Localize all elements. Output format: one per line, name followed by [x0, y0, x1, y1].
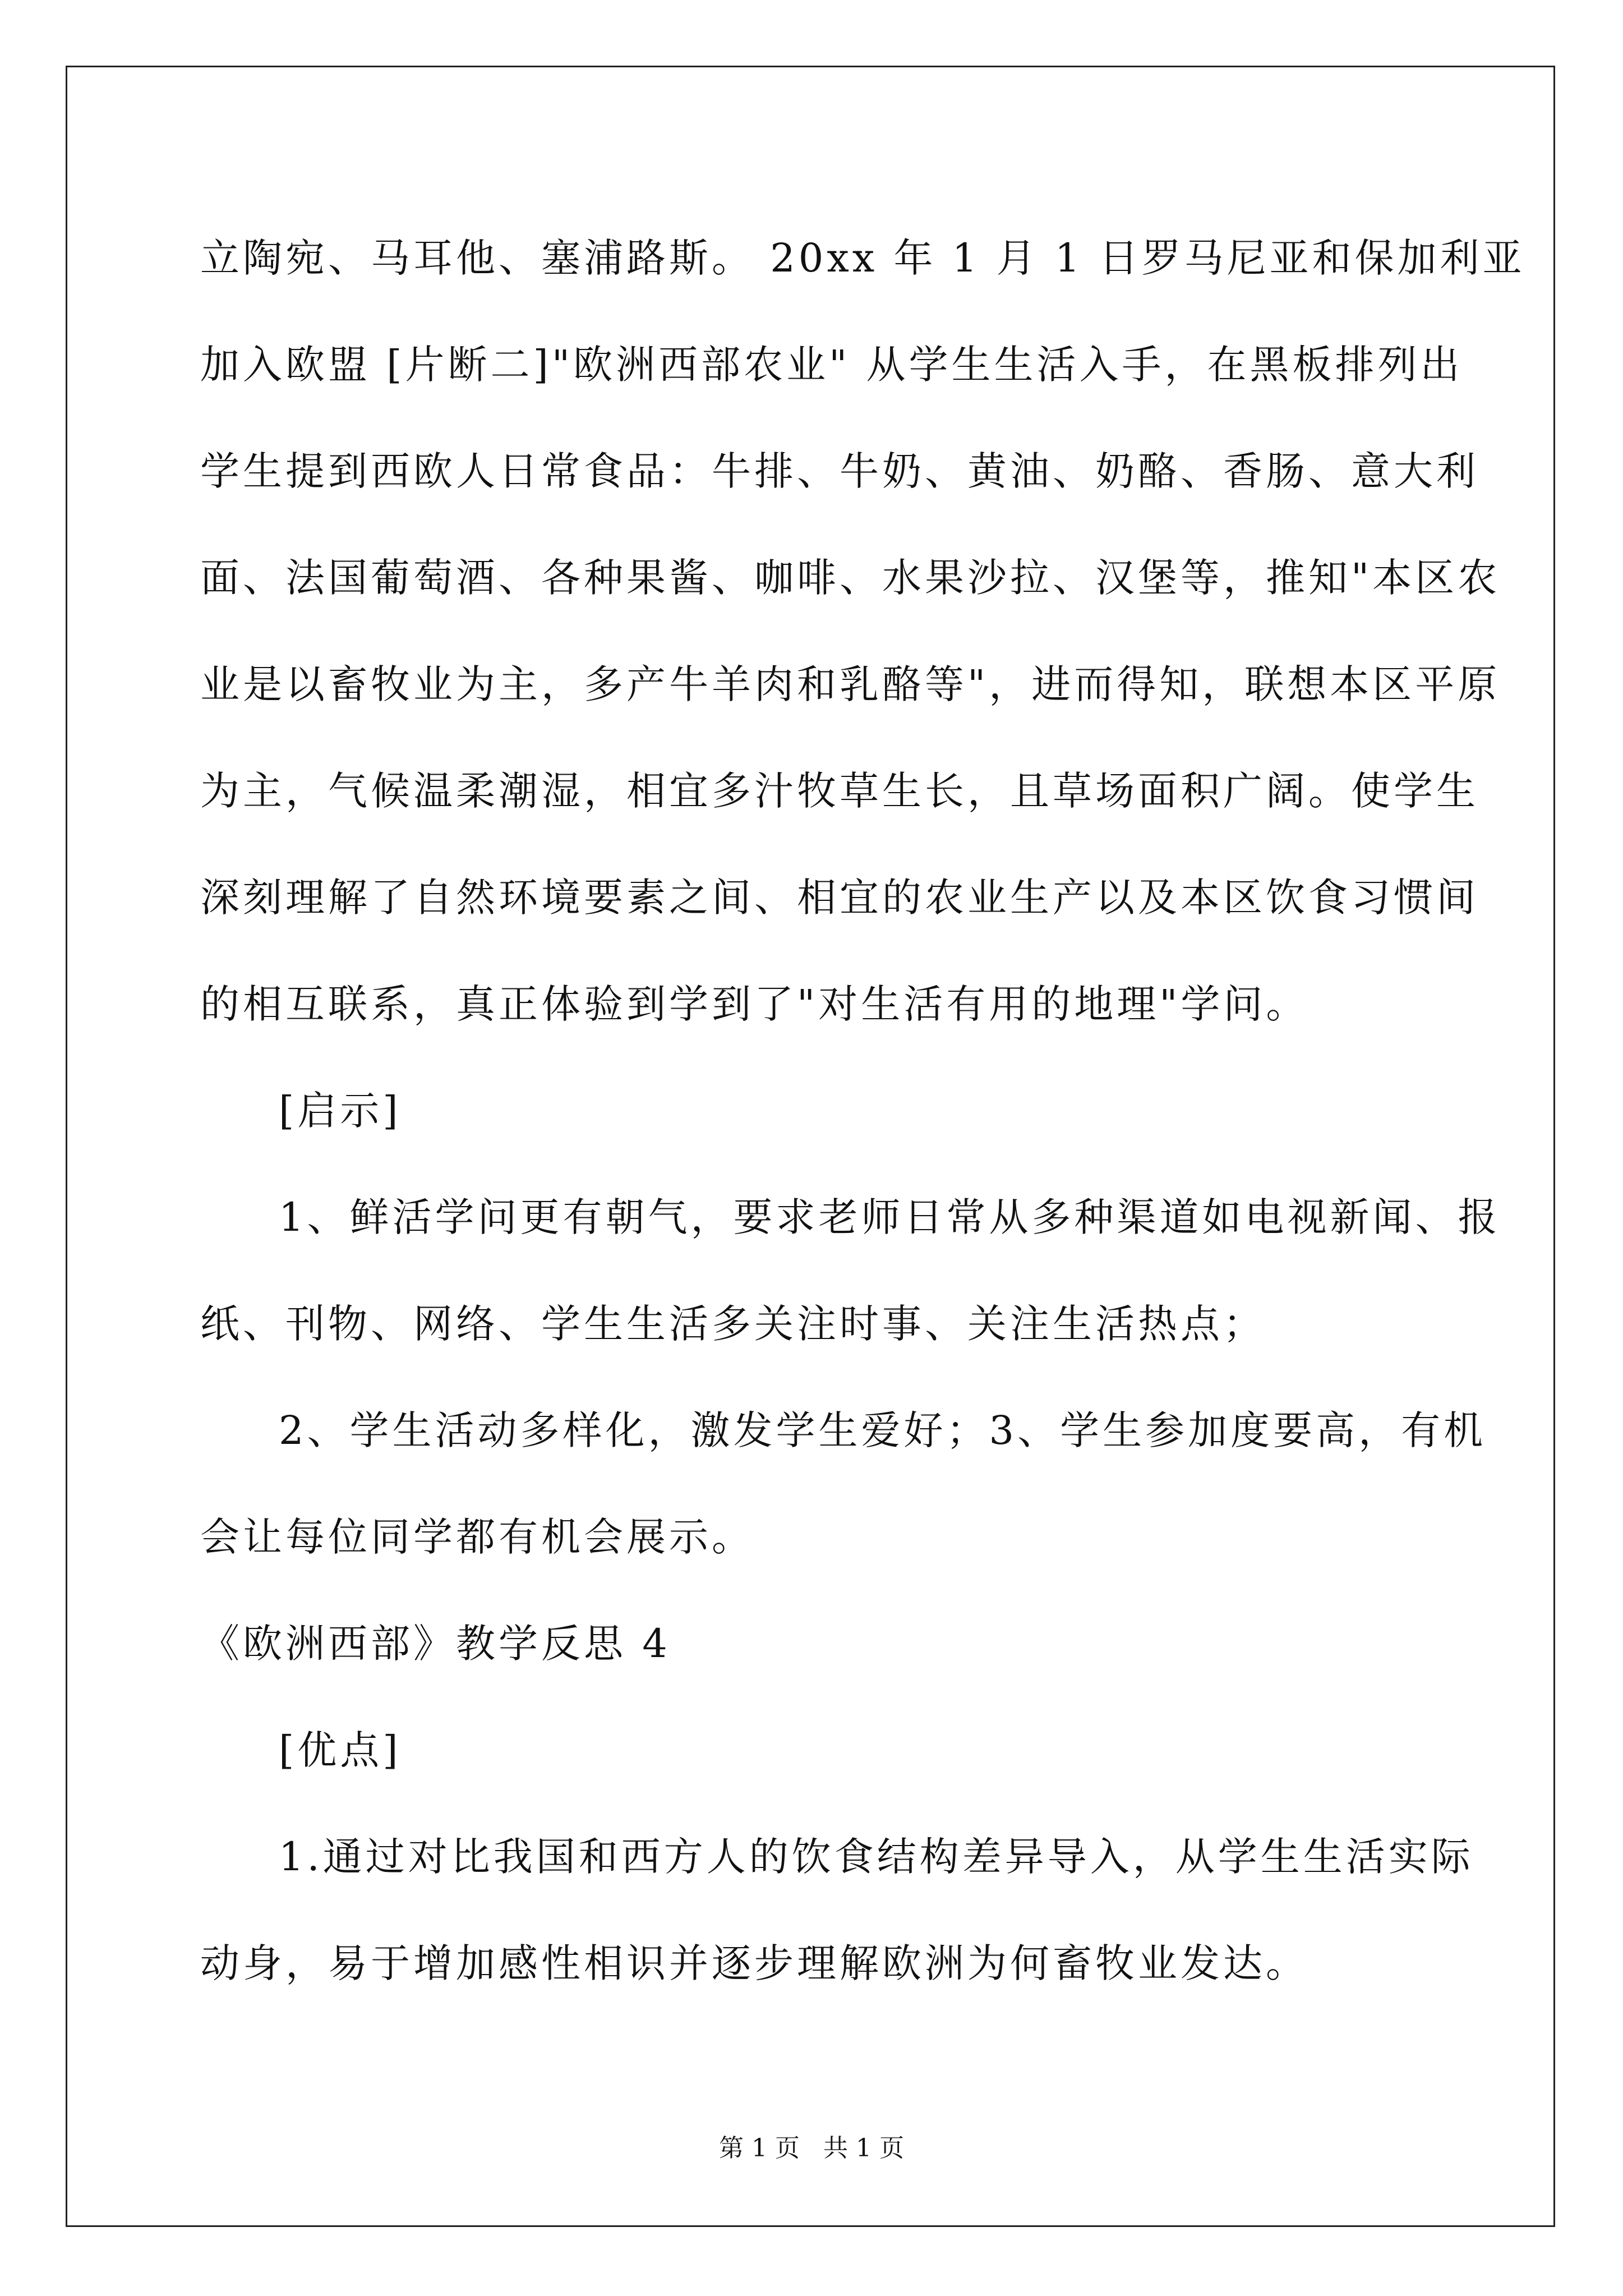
paragraph-line: 2、学生活动多样化，激发学生爱好；3、学生参加度要高，有机: [279, 1407, 1487, 1453]
paragraph-line: 纸、刊物、网络、学生生活多关注时事、关注生活热点；: [200, 1301, 1266, 1347]
paragraph-line: 为主，气候温柔潮湿，相宜多汁牧草生长，且草场面积广阔。使学生: [200, 768, 1479, 814]
paragraph-line: 的相互联系，真正体验到学到了"对生活有用的地理"学问。: [200, 981, 1309, 1027]
paragraph-line: 学生提到西欧人日常食品：牛排、牛奶、黄油、奶酪、香肠、意大利: [200, 448, 1479, 494]
section-heading: [启示]: [279, 1088, 402, 1134]
paragraph-line: 1.通过对比我国和西方人的饮食结构差异导入，从学生生活实际: [279, 1834, 1474, 1880]
paragraph-line: 业是以畜牧业为主，多产牛羊肉和乳酪等"，进而得知，联想本区平原: [200, 661, 1501, 707]
section-heading: [优点]: [279, 1727, 402, 1773]
paragraph-line: 立陶宛、马耳他、塞浦路斯。 20xx 年 1 月 1 日罗马尼亚和保加利亚: [200, 235, 1525, 281]
paragraph-line: 会让每位同学都有机会展示。: [200, 1514, 754, 1560]
paragraph-line: 1、鲜活学问更有朝气，要求老师日常从多种渠道如电视新闻、报: [279, 1194, 1501, 1240]
paragraph-line: 加入欧盟 [片断二]"欧洲西部农业" 从学生生活入手，在黑板排列出: [200, 342, 1463, 388]
page-footer: 第 1 页 共 1 页: [719, 2134, 904, 2162]
article-title: 《欧洲西部》教学反思 4: [200, 1621, 671, 1667]
paragraph-line: 动身，易于增加感性相识并逐步理解欧洲为何畜牧业发达。: [200, 1940, 1308, 1986]
paragraph-line: 面、法国葡萄酒、各种果酱、咖啡、水果沙拉、汉堡等，推知"本区农: [200, 555, 1501, 601]
paragraph-line: 深刻理解了自然环境要素之间、相宜的农业生产以及本区饮食习惯间: [200, 875, 1479, 921]
